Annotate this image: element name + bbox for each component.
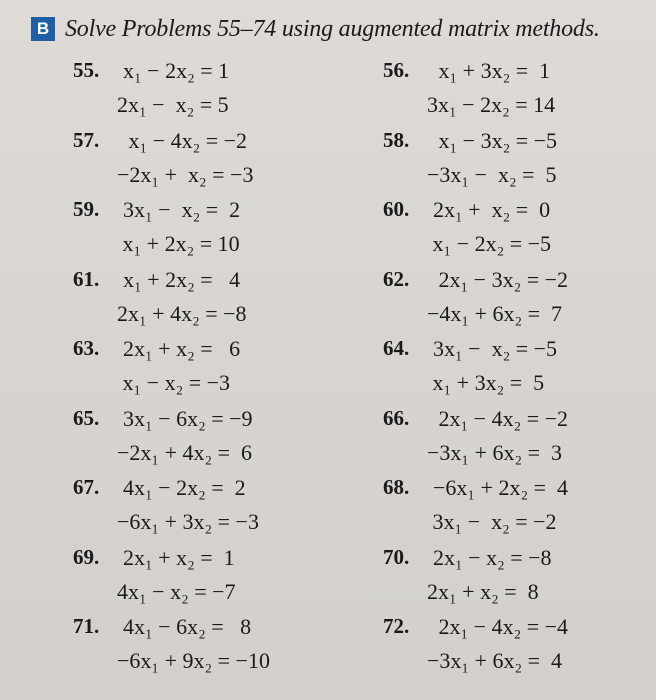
equation-2: 2x₁ + 4x₂ = −8 bbox=[117, 300, 247, 326]
section-badge: B bbox=[31, 17, 55, 41]
equation-1: 3x₁ − x₂ = 2 bbox=[123, 197, 241, 222]
problem-number: 61. bbox=[73, 266, 100, 291]
equation-2: −2x₁ + x₂ = −3 bbox=[117, 161, 254, 187]
equation-1: 2x₁ − 4x₂ = −4 bbox=[433, 614, 569, 639]
problem-number: 72. bbox=[383, 614, 410, 638]
problem-number: 55. bbox=[73, 58, 100, 82]
problem-number: 71. bbox=[73, 614, 100, 638]
equation-1: 2x₁ − 4x₂ = −2 bbox=[433, 405, 569, 431]
problem-number: 56. bbox=[383, 58, 410, 82]
equation-1: x₁ − 3x₂ = −5 bbox=[433, 127, 558, 153]
equation-2: x₁ − x₂ = −3 bbox=[117, 370, 231, 395]
equation-1: −6x₁ + 2x₂ = 4 bbox=[433, 475, 569, 500]
equation-2: −3x₁ + 6x₂ = 3 bbox=[427, 439, 563, 465]
problem-number: 58. bbox=[383, 127, 410, 152]
equation-1: x₁ + 2x₂ = 4 bbox=[123, 266, 241, 292]
equation-2: 2x₁ + x₂ = 8 bbox=[427, 578, 539, 604]
equation-1: x₁ − 4x₂ = −2 bbox=[123, 127, 248, 153]
problem-number: 69. bbox=[73, 544, 100, 569]
problem-number: 65. bbox=[73, 405, 100, 430]
equation-2: x₁ + 2x₂ = 10 bbox=[117, 231, 240, 256]
equation-2: 3x₁ − 2x₂ = 14 bbox=[427, 92, 556, 117]
problem-number: 70. bbox=[383, 544, 410, 569]
section-header bbox=[31, 14, 600, 44]
equation-2: −6x₁ + 9x₂ = −10 bbox=[117, 648, 270, 673]
equation-2: x₁ + 3x₂ = 5 bbox=[427, 370, 545, 395]
equation-1: 4x₁ − 6x₂ = 8 bbox=[123, 614, 252, 639]
equation-1: 2x₁ − x₂ = −8 bbox=[433, 544, 552, 570]
equation-2: x₁ − 2x₂ = −5 bbox=[427, 231, 552, 256]
problem-number: 57. bbox=[73, 127, 100, 152]
problem-number: 64. bbox=[383, 336, 410, 360]
equation-1: 2x₁ + x₂ = 0 bbox=[433, 197, 551, 222]
equation-1: 2x₁ − 3x₂ = −2 bbox=[433, 266, 569, 292]
equation-1: x₁ − 2x₂ = 1 bbox=[123, 58, 230, 83]
problem-number: 67. bbox=[73, 475, 100, 499]
equation-1: 2x₁ + x₂ = 1 bbox=[123, 544, 235, 570]
problem-number: 59. bbox=[73, 197, 100, 221]
equation-2: −3x₁ − x₂ = 5 bbox=[427, 161, 557, 187]
problem-number: 60. bbox=[383, 197, 410, 221]
equation-2: −6x₁ + 3x₂ = −3 bbox=[117, 509, 259, 534]
equation-1: 3x₁ − 6x₂ = −9 bbox=[123, 405, 253, 431]
equation-2: −3x₁ + 6x₂ = 4 bbox=[427, 648, 563, 673]
problem-number: 66. bbox=[383, 405, 410, 430]
equation-2: 3x₁ − x₂ = −2 bbox=[427, 509, 557, 534]
instructions-title: Solve Problems 55–74 using augmented matrix methods. bbox=[65, 15, 600, 42]
equation-2: −4x₁ + 6x₂ = 7 bbox=[427, 300, 563, 326]
equation-1: 4x₁ − 2x₂ = 2 bbox=[123, 475, 246, 500]
equation-2: 2x₁ − x₂ = 5 bbox=[117, 92, 229, 117]
equation-2: 4x₁ − x₂ = −7 bbox=[117, 578, 236, 604]
problem-number: 68. bbox=[383, 475, 410, 499]
equation-1: x₁ + 3x₂ = 1 bbox=[433, 58, 551, 83]
problem-number: 62. bbox=[383, 266, 410, 291]
equation-1: 3x₁ − x₂ = −5 bbox=[433, 336, 558, 361]
problem-number: 63. bbox=[73, 336, 100, 360]
equation-2: −2x₁ + 4x₂ = 6 bbox=[117, 439, 253, 465]
equation-1: 2x₁ + x₂ = 6 bbox=[123, 336, 241, 361]
